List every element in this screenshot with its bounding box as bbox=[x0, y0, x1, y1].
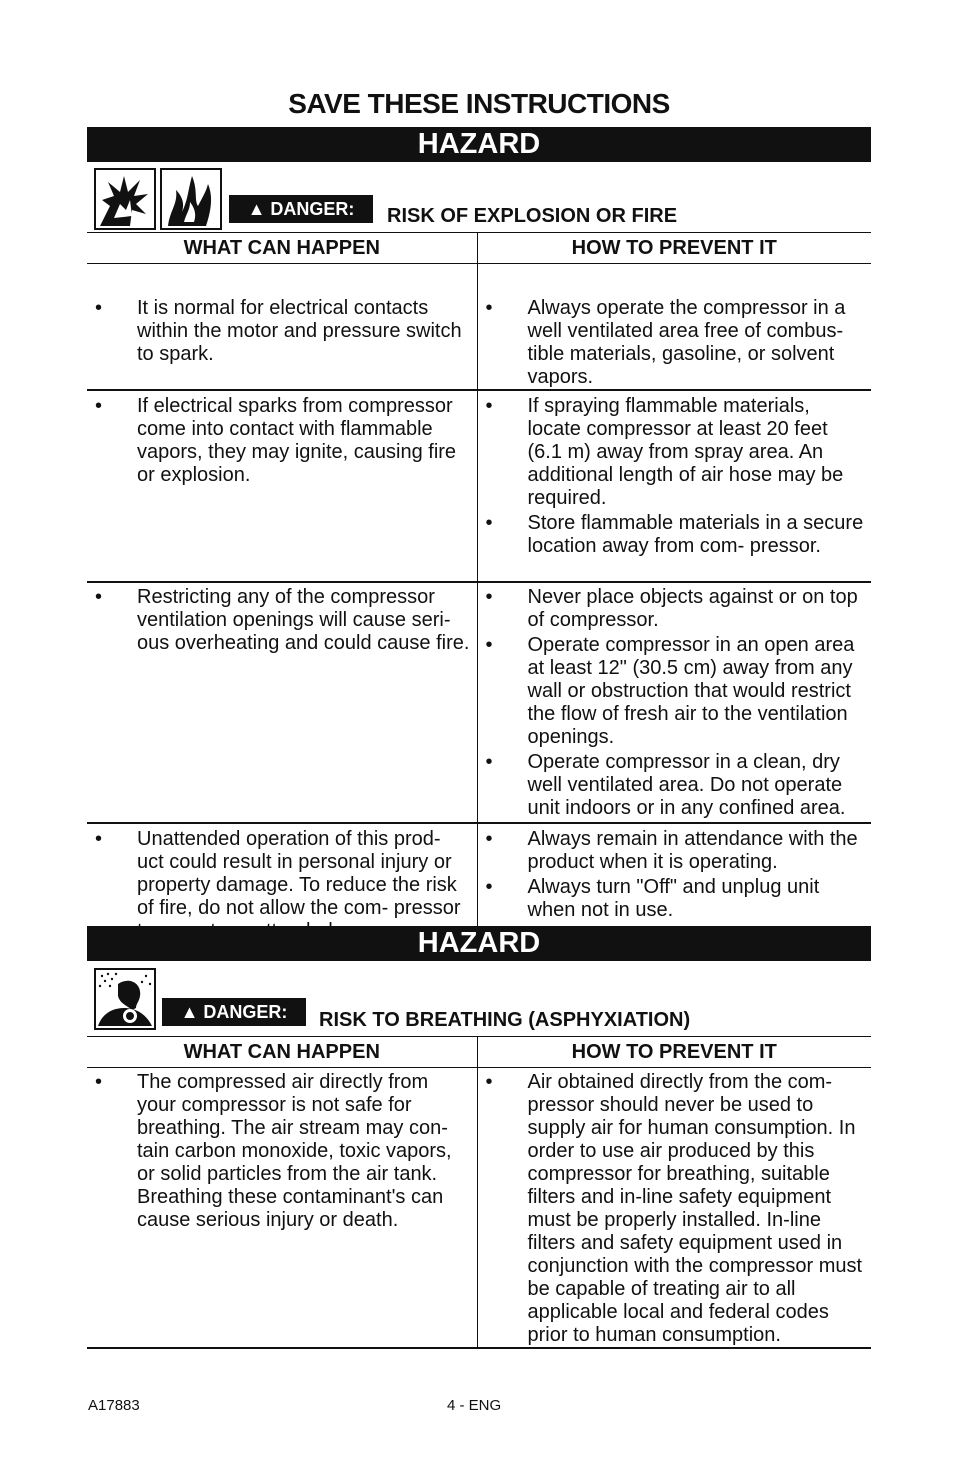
hazard-header-2: HAZARD bbox=[87, 926, 871, 961]
danger-badge-2: ▲ DANGER: bbox=[162, 998, 306, 1026]
breathing-hazard-icon bbox=[94, 968, 156, 1030]
list-item: • If spraying flammable materials, locate compressor at least 20 feet (6.1 m) away from spray area. An additional length of air hose may be required. bbox=[478, 395, 872, 510]
list-item: • Air obtained directly from the com- pressor should never be used to supply air for human consumption. In order to use air produced by this compressor for breathing, suitable filters and in-line safety equipment must be properly installed. In-line filters and safety equipment used in conjunction with the compressor must be capable of treating air to all applicable local and federal codes prior to human consumption. bbox=[478, 1071, 872, 1347]
list-item: • Always operate the compressor in a well ventilated area free of combus- tible materials, gasoline, or solvent vapors. bbox=[478, 297, 872, 389]
list-item: • Never place objects against or on top of compressor. bbox=[478, 586, 872, 632]
column-header-what: WHAT CAN HAPPEN bbox=[87, 233, 477, 264]
table-row bbox=[87, 1068, 871, 1349]
table-row bbox=[87, 390, 871, 582]
danger-badge-1: ▲ DANGER: bbox=[229, 195, 373, 223]
list-item: • Always turn "Off" and unplug unit when not in use. bbox=[478, 876, 872, 922]
hazard-header-1: HAZARD bbox=[87, 127, 871, 162]
risk-title-1: RISK OF EXPLOSION OR FIRE bbox=[387, 205, 678, 227]
list-item: • Always remain in attendance with the product when it is operating. bbox=[478, 828, 872, 874]
warning-triangle-icon: ▲ bbox=[247, 199, 266, 219]
hazard-table-1 bbox=[87, 232, 871, 949]
document-code: A17883 bbox=[88, 1397, 140, 1414]
table-row bbox=[87, 264, 871, 391]
list-item: • The compressed air directly from your compressor is not safe for breathing. The air stream may con- tain carbon monoxide, toxic vapors, or solid particles from the air tank. Breathing these contaminant's can cause serious injury or death. bbox=[87, 1071, 477, 1232]
list-item: • If electrical sparks from compressor come into contact with flammable vapors, they may ignite, causing fire or explosion. bbox=[87, 395, 477, 487]
page-number: 4 - ENG bbox=[447, 1397, 502, 1414]
table-row bbox=[87, 582, 871, 823]
column-header-prevent: HOW TO PREVENT IT bbox=[477, 233, 871, 264]
list-item: • Store flammable materials in a secure location away from com- pressor. bbox=[478, 512, 872, 558]
page-title: SAVE THESE INSTRUCTIONS bbox=[288, 88, 670, 119]
list-item: • It is normal for electrical contacts within the motor and pressure switch to spark. bbox=[87, 297, 477, 366]
list-item: • Operate compressor in an open area at least 12" (30.5 cm) away from any wall or obstruction that would restrict the flow of fresh air to the ventilation openings. bbox=[478, 634, 872, 749]
list-item: • Unattended operation of this prod- uct could result in personal injury or property damage. To reduce the risk of fire, do not allow the com- pressor bbox=[87, 828, 477, 943]
fire-icon bbox=[160, 168, 222, 230]
column-header-what: WHAT CAN HAPPEN bbox=[87, 1037, 477, 1068]
hazard-table-2 bbox=[87, 1036, 871, 1349]
column-header-prevent: HOW TO PREVENT IT bbox=[477, 1037, 871, 1068]
list-item: • Operate compressor in a clean, dry well ventilated area. Do not operate unit indoors or in any confined area. bbox=[478, 751, 872, 820]
explosion-icon bbox=[94, 168, 156, 230]
warning-triangle-icon: ▲ bbox=[180, 1002, 199, 1022]
list-item: • Restricting any of the compressor ventilation openings will cause seri- ous overheating and could cause fire. bbox=[87, 586, 477, 655]
risk-title-2: RISK TO BREATHING (ASPHYXIATION) bbox=[319, 1009, 691, 1031]
